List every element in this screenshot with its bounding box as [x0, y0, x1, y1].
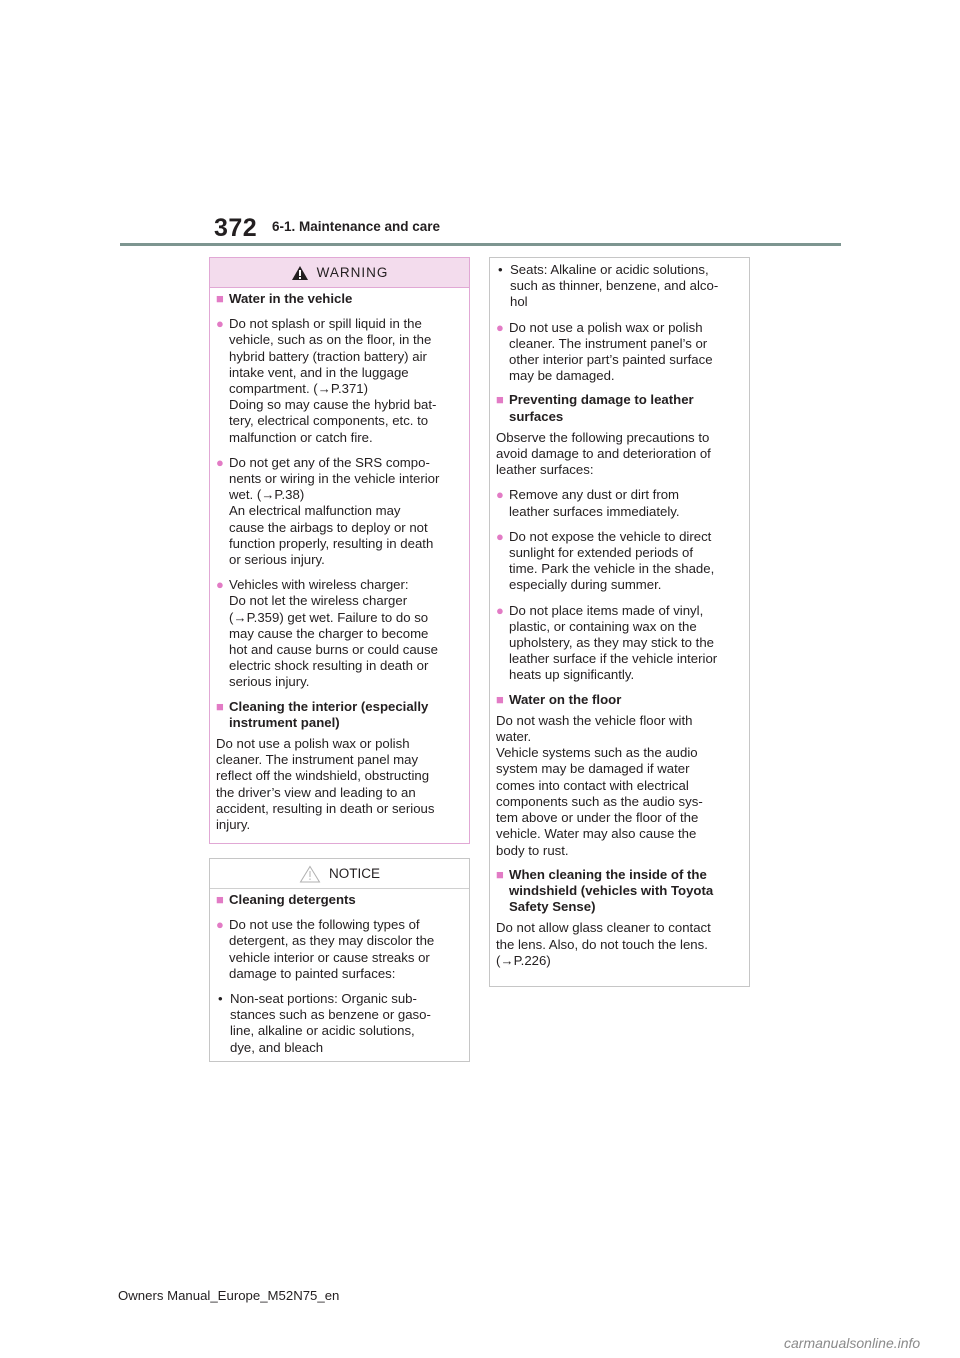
- text-line: Do not use the following types of: [229, 917, 420, 933]
- section-heading: [496, 392, 743, 424]
- text-line: Do not use a polish wax or polish: [216, 736, 410, 752]
- item-text: [229, 577, 438, 690]
- circle-bullet-icon: ●: [496, 487, 504, 503]
- text-line: Water in the vehicle: [229, 291, 353, 306]
- text-line: Do not get any of the SRS compo-: [229, 454, 430, 470]
- text-line: Cleaning the interior (especially: [229, 698, 429, 714]
- section-heading: [216, 699, 463, 731]
- item-text: [229, 892, 356, 908]
- text-line: Water on the floor: [509, 691, 622, 707]
- bullet-item: [496, 529, 743, 594]
- text-line: tem above or under the floor of the: [496, 810, 699, 826]
- text-line: avoid damage to and deterioration of: [496, 446, 711, 462]
- text-line: damage to painted surfaces:: [229, 965, 396, 981]
- text-line: hot and cause burns or could cause: [229, 642, 438, 658]
- text-line: especially during summer.: [509, 577, 662, 593]
- square-bullet-icon: ■: [496, 866, 504, 882]
- text-line: malfunction or catch fire.: [229, 429, 373, 445]
- text-line: Preventing damage to leather: [509, 392, 694, 408]
- text-line: Do not let the wireless charger: [229, 593, 408, 609]
- item-text: [496, 713, 743, 859]
- circle-bullet-icon: ●: [216, 316, 224, 332]
- text-line: system may be damaged if water: [496, 761, 690, 777]
- item-text: [509, 320, 713, 385]
- text-line: the lens. Also, do not touch the lens.: [496, 936, 708, 952]
- text-line: cleaner. The instrument panel’s or: [509, 335, 708, 351]
- item-text: [229, 316, 436, 446]
- text-line: cleaner. The instrument panel may: [216, 752, 419, 768]
- text-line: windshield (vehicles with Toyota: [509, 882, 714, 898]
- paragraph: [496, 430, 743, 479]
- notice-header: [210, 859, 469, 889]
- text-line: Observe the following precautions to: [496, 429, 710, 445]
- bullet-item: [496, 603, 743, 684]
- text-line: tery, electrical components, etc. to: [229, 413, 429, 429]
- item-text: [229, 699, 428, 731]
- text-line: reflect off the windshield, obstructing: [216, 768, 430, 784]
- item-text: [509, 392, 694, 424]
- text-line: instrument panel): [229, 714, 340, 730]
- text-line: leather surface if the vehicle interior: [509, 651, 718, 667]
- section-heading: [216, 892, 463, 908]
- text-line: may cause the charger to become: [229, 625, 429, 641]
- text-line: vehicle. Water may also cause the: [496, 826, 697, 842]
- text-line: heats up significantly.: [509, 667, 635, 683]
- text-line: detergent, as they may discolor the: [229, 933, 435, 949]
- text-line: cause the airbags to deploy or not: [229, 519, 428, 535]
- notice-triangle-icon: [299, 865, 321, 883]
- section-heading: [496, 867, 743, 916]
- text-line: electric shock resulting in death or: [229, 658, 429, 674]
- text-line: Vehicles with wireless charger:: [229, 577, 409, 593]
- text-line: nents or wiring in the vehicle interior: [229, 471, 440, 487]
- text-line: Remove any dust or dirt from: [509, 487, 680, 503]
- watermark: carmanualsonline.info: [784, 1335, 921, 1351]
- text-line: Non-seat portions: Organic sub-: [230, 991, 417, 1007]
- warning-body: [210, 288, 469, 833]
- circle-bullet-icon: ●: [216, 917, 224, 933]
- text-line: hol: [510, 294, 528, 310]
- text-line: such as thinner, benzene, and alco-: [510, 278, 719, 294]
- text-line: may be damaged.: [509, 368, 615, 384]
- notice-continued-body: [490, 258, 749, 969]
- text-line: Safety Sense): [509, 899, 596, 915]
- text-line: Do not splash or spill liquid in the: [229, 316, 422, 332]
- text-line: plastic, or containing wax on the: [509, 618, 697, 634]
- notice-continued-box: [489, 257, 750, 987]
- text-line: Do not expose the vehicle to direct: [509, 528, 712, 544]
- text-line: Do not wash the vehicle floor with: [496, 712, 693, 728]
- circle-bullet-icon: ●: [496, 319, 504, 335]
- small-bullet-icon: •: [498, 262, 503, 277]
- sub-bullet-item: [216, 991, 463, 1056]
- square-bullet-icon: ■: [496, 392, 504, 408]
- text-line: accident, resulting in death or serious: [216, 800, 435, 816]
- text-line: line, alkaline or acidic solutions,: [230, 1023, 415, 1039]
- paragraph: [496, 920, 743, 969]
- circle-bullet-icon: ●: [496, 528, 504, 544]
- item-text: [216, 736, 463, 833]
- sub-bullet-item: [496, 262, 743, 311]
- bullet-item: [216, 917, 463, 982]
- bullet-item: [496, 320, 743, 385]
- square-bullet-icon: ■: [216, 291, 224, 306]
- text-line: leather surfaces:: [496, 462, 594, 478]
- text-line: Do not place items made of vinyl,: [509, 602, 704, 618]
- text-line: serious injury.: [229, 674, 310, 690]
- warning-header: [210, 258, 469, 288]
- text-line: water.: [496, 729, 532, 745]
- warning-triangle-icon: [291, 265, 309, 281]
- text-line: vehicle, such as on the floor, in the: [229, 332, 432, 348]
- paragraph: [496, 713, 743, 859]
- item-text: [229, 291, 352, 307]
- text-line: Vehicle systems such as the audio: [496, 745, 698, 761]
- text-line: leather surfaces immediately.: [509, 503, 680, 519]
- section-heading: [496, 692, 743, 708]
- item-text: [230, 991, 431, 1056]
- text-line: Cleaning detergents: [229, 892, 356, 907]
- paragraph: [216, 736, 463, 833]
- header-divider: [120, 243, 841, 246]
- text-line: stances such as benzene or gaso-: [230, 1007, 431, 1023]
- item-text: [509, 487, 680, 519]
- bullet-item: [216, 577, 463, 690]
- notice-label: NOTICE: [328, 866, 380, 881]
- circle-bullet-icon: ●: [216, 577, 224, 593]
- text-line: Do not use a polish wax or polish: [509, 319, 703, 335]
- text-line: or serious injury.: [229, 552, 325, 568]
- text-line: (→P.226): [496, 952, 551, 968]
- text-line: other interior part’s painted surface: [509, 352, 713, 368]
- square-bullet-icon: ■: [496, 691, 504, 707]
- text-line: comes into contact with electrical: [496, 777, 689, 793]
- item-text: [496, 920, 743, 969]
- square-bullet-icon: ■: [216, 892, 224, 907]
- small-bullet-icon: •: [218, 991, 223, 1007]
- footer-text: Owners Manual_Europe_M52N75_en: [118, 1288, 340, 1303]
- section-title: 6-1. Maintenance and care: [272, 219, 441, 234]
- text-line: wet. (→P.38): [229, 487, 305, 503]
- text-line: Seats: Alkaline or acidic solutions,: [510, 262, 709, 277]
- notice-box: [209, 858, 470, 1062]
- text-line: (→P.359) get wet. Failure to do so: [229, 609, 429, 625]
- text-line: Doing so may cause the hybrid bat-: [229, 397, 437, 413]
- text-line: vehicle interior or cause streaks or: [229, 949, 430, 965]
- text-line: surfaces: [509, 408, 564, 424]
- page-number: 372: [214, 214, 258, 242]
- item-text: [509, 603, 717, 684]
- section-heading: [216, 291, 463, 307]
- text-line: intake vent, and in the luggage: [229, 364, 409, 380]
- bullet-item: [216, 455, 463, 568]
- warning-label: WARNING: [316, 265, 389, 280]
- item-text: [509, 867, 713, 916]
- text-line: sunlight for extended periods of: [509, 545, 694, 561]
- warning-box: [209, 257, 470, 844]
- text-line: the driver’s view and leading to an: [216, 784, 416, 800]
- item-text: [496, 430, 743, 479]
- text-line: upholstery, as they may stick to the: [509, 635, 714, 651]
- text-line: Do not allow glass cleaner to contact: [496, 920, 711, 936]
- circle-bullet-icon: ●: [216, 454, 224, 470]
- text-line: compartment. (→P.371): [229, 381, 369, 397]
- text-line: time. Park the vehicle in the shade,: [509, 561, 715, 577]
- item-text: [229, 455, 439, 568]
- square-bullet-icon: ■: [216, 698, 224, 714]
- text-line: body to rust.: [496, 842, 569, 858]
- item-text: [509, 692, 621, 708]
- text-line: function properly, resulting in death: [229, 535, 434, 551]
- bullet-item: [496, 487, 743, 519]
- circle-bullet-icon: ●: [496, 602, 504, 618]
- text-line: components such as the audio sys-: [496, 793, 703, 809]
- item-text: [229, 917, 434, 982]
- item-text: [510, 262, 718, 311]
- bullet-item: [216, 316, 463, 446]
- text-line: An electrical malfunction may: [229, 503, 401, 519]
- text-line: hybrid battery (traction battery) air: [229, 348, 427, 364]
- item-text: [509, 529, 714, 594]
- text-line: dye, and bleach: [230, 1039, 324, 1055]
- text-line: When cleaning the inside of the: [509, 866, 707, 882]
- text-line: injury.: [216, 817, 251, 833]
- notice-body: [210, 889, 469, 1056]
